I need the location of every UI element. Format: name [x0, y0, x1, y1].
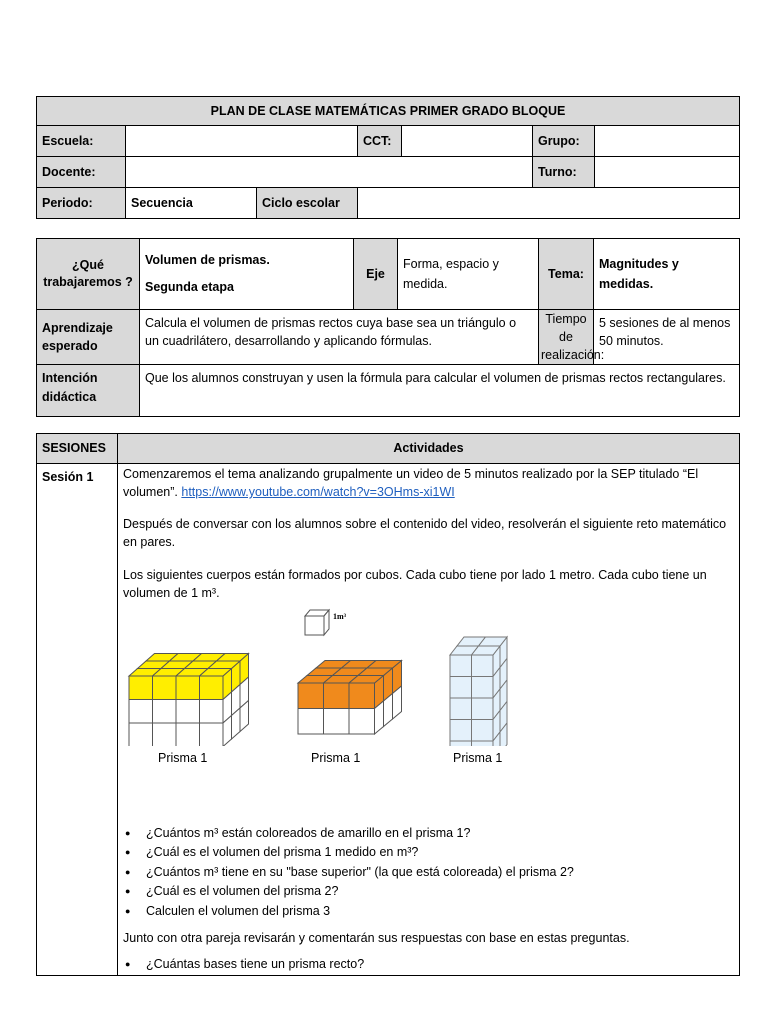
tiempo-label: Tiempo de realización: — [539, 310, 594, 365]
question-5: ● Calculen el volumen del prisma 3 — [123, 902, 734, 922]
intencion-label: Intención didáctica — [37, 365, 140, 417]
escuela-label: Escuela: — [37, 126, 126, 157]
paragraph-cubos: Los siguientes cuerpos están formados por cubos. Cada cubo tiene por lado 1 metro. Cada cubo tiene un volumen de 1 m³. — [123, 567, 707, 600]
paragraph-revisar: Junto con otra pareja revisarán y comentarán sus respuestas con base en estas preguntas. — [123, 931, 630, 946]
intencion-value: Que los alumnos construyan y usen la fórmula para calcular el volumen de prismas rectos rectangulares. — [140, 365, 740, 417]
secuencia-label: Secuencia — [126, 188, 257, 219]
prism-2 — [298, 660, 402, 734]
que-value-2: Segunda etapa — [145, 280, 234, 294]
prisms-illustration — [123, 606, 743, 746]
tema-label: Tema: — [539, 239, 594, 310]
paragraph-pares: Después de conversar con los alumnos sobre el contenido del video, resolverán el siguiente reto matemático en pares. — [123, 517, 727, 550]
docente-label: Docente: — [37, 157, 126, 188]
sessions-table — [36, 433, 740, 976]
plan-title: PLAN DE CLASE MATEMÁTICAS PRIMER GRADO BLOQUE — [37, 97, 740, 126]
grupo-label: Grupo: — [533, 126, 595, 157]
docente-field[interactable] — [126, 157, 533, 188]
prism-1 — [129, 653, 249, 746]
prism-2-label: Prisma 1 — [311, 750, 361, 765]
video-link[interactable]: https://www.youtube.com/watch?v=3OHms-xi1WI — [181, 485, 455, 500]
questions2-list — [123, 955, 734, 975]
tiempo-value: 5 sesiones de al menos 50 minutos. — [594, 310, 740, 365]
turno-label: Turno: — [533, 157, 595, 188]
aprendizaje-label: Aprendizaje esperado — [37, 310, 140, 365]
unit-cube — [305, 610, 329, 635]
eje-label: Eje — [354, 239, 398, 310]
ciclo-escolar-label: Ciclo escolar — [257, 188, 358, 219]
actividades-header: Actividades — [118, 434, 740, 464]
paragraph-video — [123, 465, 734, 501]
prisms-figure — [123, 606, 734, 806]
question-1: ● ¿Cuántos m³ están coloreados de amarillo en el prisma 1? — [123, 824, 734, 844]
prism-3-label: Prisma 1 — [453, 750, 503, 765]
prism-1-label: Prisma 1 — [158, 750, 208, 765]
question-4: ● ¿Cuál es el volumen del prisma 2? — [123, 882, 734, 902]
escuela-field[interactable] — [126, 126, 358, 157]
aprendizaje-value: Calcula el volumen de prismas rectos cuya base sea un triángulo o un cuadrilátero, desarrollando y aplicando fórmulas. — [140, 310, 539, 365]
header-table — [36, 96, 740, 219]
que-value-1: Volumen de prismas. — [145, 253, 270, 268]
eje-value: Forma, espacio y medida. — [398, 239, 539, 310]
question2-1: ● ¿Cuántas bases tiene un prisma recto? — [123, 955, 734, 975]
cct-label: CCT: — [358, 126, 402, 157]
tema-value: Magnitudes y medidas. — [594, 239, 740, 310]
question-3: ● ¿Cuántos m³ tiene en su "base superior" (la que está coloreada) el prisma 2? — [123, 863, 734, 883]
grupo-field[interactable] — [595, 126, 740, 157]
sesiones-header: SESIONES — [37, 434, 118, 464]
cct-field[interactable] — [402, 126, 533, 157]
turno-field[interactable] — [595, 157, 740, 188]
session-1-activities — [118, 464, 740, 976]
questions-list — [123, 824, 734, 922]
periodo-label: Periodo: — [37, 188, 126, 219]
plan-table — [36, 238, 740, 417]
que-trabajaremos-label: ¿Qué trabajaremos ? — [37, 239, 140, 310]
ciclo-escolar-field[interactable] — [358, 188, 740, 219]
prism-3 — [450, 637, 507, 746]
session-1-label: Sesión 1 — [37, 464, 118, 976]
question-2: ● ¿Cuál es el volumen del prisma 1 medido en m³? — [123, 843, 734, 863]
unit-cube-label: 1m³ — [333, 611, 347, 621]
video-intro-text: Comenzaremos el tema analizando grupalmente un video de 5 minutos realizado por la SEP titulado “El volumen”. — [123, 467, 699, 500]
